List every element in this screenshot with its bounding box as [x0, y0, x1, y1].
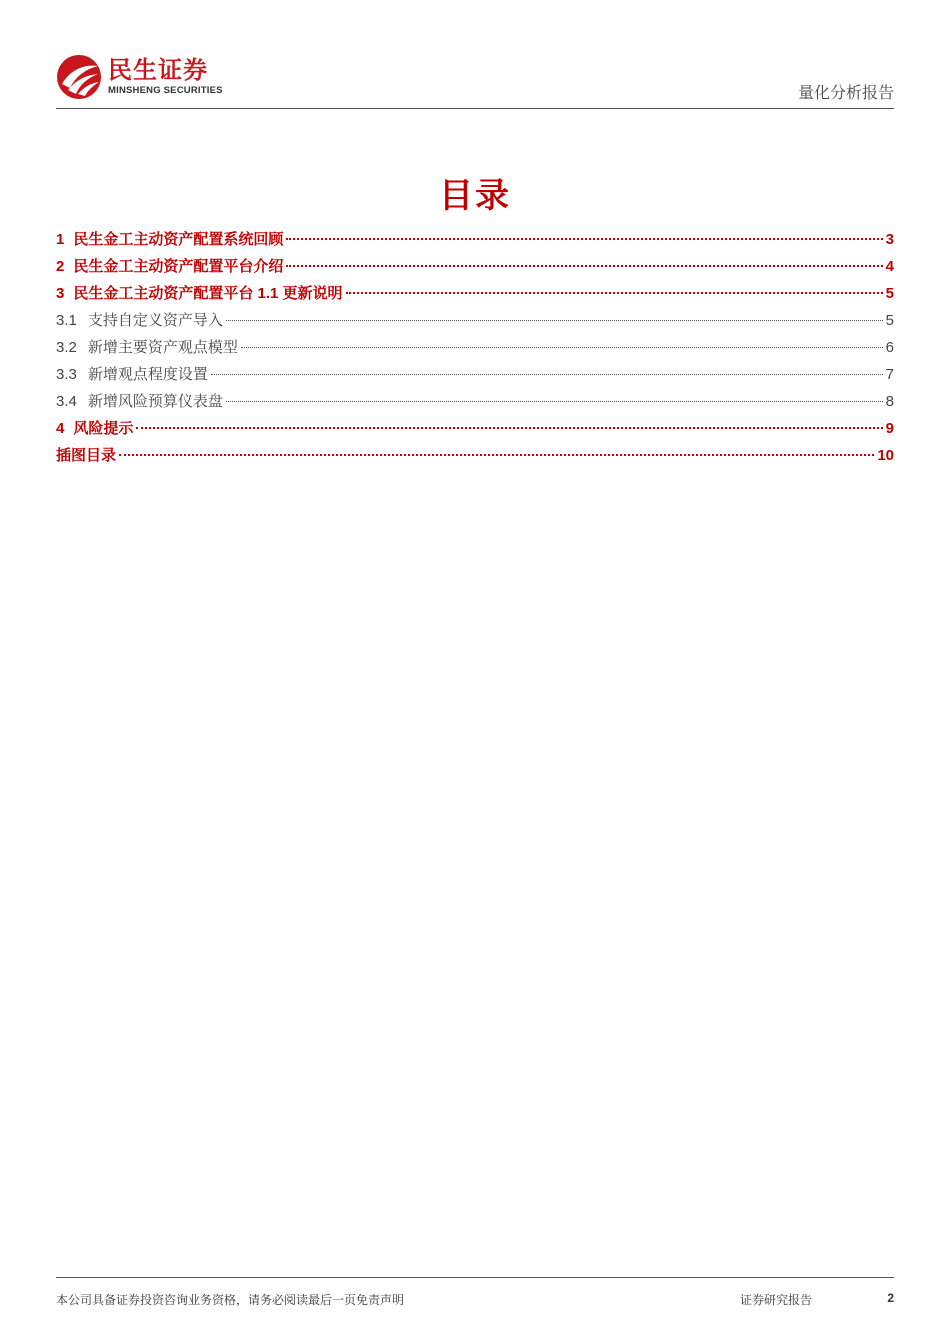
toc-entry-1[interactable] — [56, 229, 894, 256]
toc-entry-number: 3.1 — [56, 312, 77, 329]
toc-entry-4[interactable] — [56, 418, 894, 445]
toc-entry-text: 民生金工主动资产配置平台 1.1 更新说明 — [73, 285, 343, 302]
dot-leader — [286, 265, 882, 267]
logo-chinese-name: 民生证券 — [108, 57, 208, 84]
toc-entry-text: 新增观点程度设置 — [87, 366, 208, 383]
dot-leader — [226, 401, 883, 402]
toc-entry-text: 民生金工主动资产配置系统回顾 — [73, 231, 284, 248]
logo-english-name: MINSHENG SECURITIES — [108, 85, 223, 96]
minsheng-logo-icon — [56, 54, 102, 100]
dot-leader — [241, 347, 883, 348]
toc-entry-number: 3.4 — [56, 393, 77, 410]
page-number: 2 — [887, 1291, 894, 1305]
toc-entry-3-1[interactable] — [56, 310, 894, 337]
dot-leader — [211, 374, 883, 375]
toc-entry-text: 风险提示 — [73, 420, 134, 437]
toc-entry-page: 4 — [885, 258, 894, 275]
footer-divider — [56, 1277, 894, 1278]
page-header — [56, 52, 894, 110]
report-type-label: 量化分析报告 — [797, 85, 894, 102]
toc-entry-page: 8 — [885, 393, 894, 410]
toc-entry-2[interactable] — [56, 256, 894, 283]
toc-entry-number: 1 — [56, 231, 65, 248]
toc-entry-text: 新增主要资产观点模型 — [87, 339, 238, 356]
toc-entry-page: 10 — [877, 447, 894, 464]
toc-entry-text: 民生金工主动资产配置平台介绍 — [73, 258, 284, 275]
dot-leader — [286, 238, 882, 240]
toc-entry-page: 5 — [885, 312, 894, 329]
toc-entry-3-3[interactable] — [56, 364, 894, 391]
toc-entry-page: 6 — [885, 339, 894, 356]
toc-entry-text: 插图目录 — [56, 447, 117, 464]
toc-entry-number: 3 — [56, 285, 65, 302]
toc-title: 目录 — [439, 177, 511, 215]
toc-entry-3-2[interactable] — [56, 337, 894, 364]
toc-entry-page: 3 — [885, 231, 894, 248]
toc-entry-figure-list[interactable] — [56, 445, 894, 472]
header-divider — [56, 108, 894, 109]
toc-entry-text: 新增风险预算仪表盘 — [87, 393, 223, 410]
footer-disclaimer: 本公司具备证券投资咨询业务资格，请务必阅读最后一页免责声明 — [56, 1293, 405, 1307]
toc-entry-number: 3.3 — [56, 366, 77, 383]
toc-entry-page: 5 — [885, 285, 894, 302]
toc-entry-text: 支持自定义资产导入 — [87, 312, 223, 329]
dot-leader — [136, 427, 882, 429]
footer-report-label: 证券研究报告 — [740, 1293, 813, 1307]
dot-leader — [226, 320, 883, 321]
toc-entry-3-4[interactable] — [56, 391, 894, 418]
company-logo — [56, 54, 223, 100]
toc-entry-3[interactable] — [56, 283, 894, 310]
dot-leader — [346, 292, 883, 294]
table-of-contents — [56, 229, 894, 472]
toc-entry-page: 7 — [885, 366, 894, 383]
toc-entry-number: 3.2 — [56, 339, 77, 356]
toc-entry-number: 4 — [56, 420, 65, 437]
toc-entry-number: 2 — [56, 258, 65, 275]
toc-entry-page: 9 — [885, 420, 894, 437]
dot-leader — [119, 454, 874, 456]
